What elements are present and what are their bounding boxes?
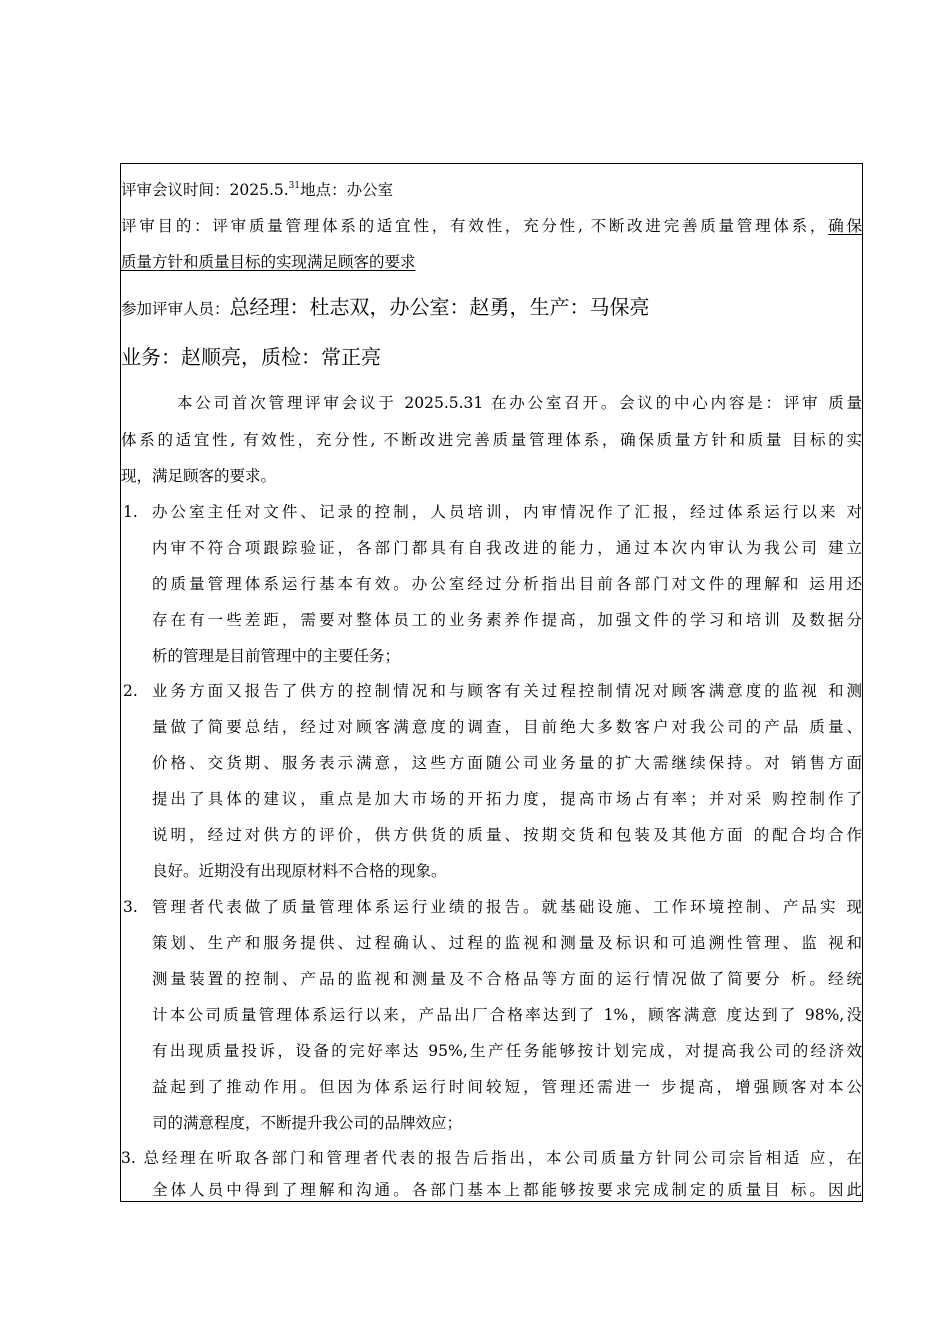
item-3-line-2: 策划、生产和服务提供、过程确认、过程的监视和测量及标识和可追溯性管理、监 视和 [152,934,862,952]
item-3-line-5: 有出现质量投诉，设备的完好率达 95%,生产任务能够按计划完成，对提高我公司的经济效 [152,1042,862,1060]
item-2-line-3: 价格、交货期、服务表示满意，这些方面随公司业务量的扩大需继续保持。对 销售方面 [152,754,862,772]
item-3-number: 3. [123,898,138,916]
item-3-line-4: 计本公司质量管理体系运行以来，产品出厂合格率达到了 1%，顾客满意 度达到了 98%,没 [152,1006,862,1024]
item-3-line-7: 司的满意程度，不断提升我公司的品牌效应； [152,1114,463,1132]
item-1-line-5: 析的管理是目前管理中的主要任务； [152,647,401,665]
purpose-underlined-start: 确保 [828,217,862,235]
item-2-line-6: 良好。近期没有出现原材料不合格的现象。 [152,862,447,880]
item-4-line-1-text: 总经理在听取各部门和管理者代表的报告后指出，本公司质量方针同公司宗旨相适 应，在 [143,1149,862,1167]
purpose-text: 评审目的：评审质量管理体系的适宜性，有效性，充分性, 不断改进完善质量管理体系， [121,217,829,235]
item-1-line-1: 办公室主任对文件、记录的控制，人员培训，内审情况作了汇报，经过体系运行以来 对 [152,503,862,521]
participants-line-1 [121,294,650,320]
participants-names-1: 总经理：杜志双，办公室：赵勇，生产：马保亮 [229,295,650,319]
item-2-line-5: 说明，经过对供方的评价，供方供货的质量、按期交货和包装及其他方面 的配合均合作 [152,826,862,844]
meeting-time-label: 评审会议时间：2025.5. [121,181,289,199]
item-3-line-3: 测量装置的控制、产品的监视和测量及不合格品等方面的运行情况做了简要分 析。经统 [152,970,862,988]
meeting-time-superscript: 31 [288,181,301,191]
intro-line-2: 体系的适宜性, 有效性，充分性, 不断改进完善质量管理体系，确保质量方针和质量 目标的实 [121,431,862,449]
meeting-location: 地点：办公室 [300,181,394,199]
participants-label: 参加评审人员： [121,300,230,318]
item-2-line-2: 量做了简要总结，经过对顾客满意度的调查，目前绝大多数客户对我公司的产品 质量、 [152,718,862,736]
intro-line-1: 本公司首次管理评审会议于 2025.5.31 在办公室召开。会议的中心内容是：评审 质量 [177,394,862,412]
item-3-line-6: 益起到了推动作用。但因为体系运行时间较短，管理还需进一 步提高，增强顾客对本公 [152,1078,862,1096]
purpose-line-1 [121,216,862,236]
item-2-line-4: 提出了具体的建议，重点是加大市场的开拓力度，提高市场占有率；并对采 购控制作了 [152,790,862,808]
item-4-number: 3. [121,1149,136,1167]
item-1-line-4: 存在有一些差距，需要对整体员工的业务素养作提高，加强文件的学习和培训 及数据分 [152,611,862,629]
item-1-line-3: 的质量管理体系运行基本有效。办公室经过分析指出目前各部门对文件的理解和 运用还 [152,575,862,593]
item-3-line-1: 管理者代表做了质量管理体系运行业绩的报告。就基础设施、工作环境控制、产品实 现 [152,898,862,916]
item-4-line-2: 全体人员中得到了理解和沟通。各部门基本上都能够按要求完成制定的质量目 标。因此 [152,1181,862,1199]
intro-line-3: 现，满足顾客的要求。 [121,467,277,485]
item-1-number: 1. [123,503,138,521]
item-1-line-2: 内审不符合项跟踪验证，各部门都具有自我改进的能力，通过本次内审认为我公司 建立 [152,539,862,557]
purpose-line-2: 质量方针和质量目标的实现满足顾客的要求 [121,253,416,271]
participants-line-2: 业务：赵顺亮，质检：常正亮 [121,345,381,369]
document-frame [120,163,863,1202]
meeting-time-line [121,176,393,200]
item-2-number: 2. [123,682,138,700]
item-4-line-1 [121,1148,862,1168]
item-2-line-1: 业务方面又报告了供方的控制情况和与顾客有关过程控制情况对顾客满意度的监视 和测 [152,682,862,700]
